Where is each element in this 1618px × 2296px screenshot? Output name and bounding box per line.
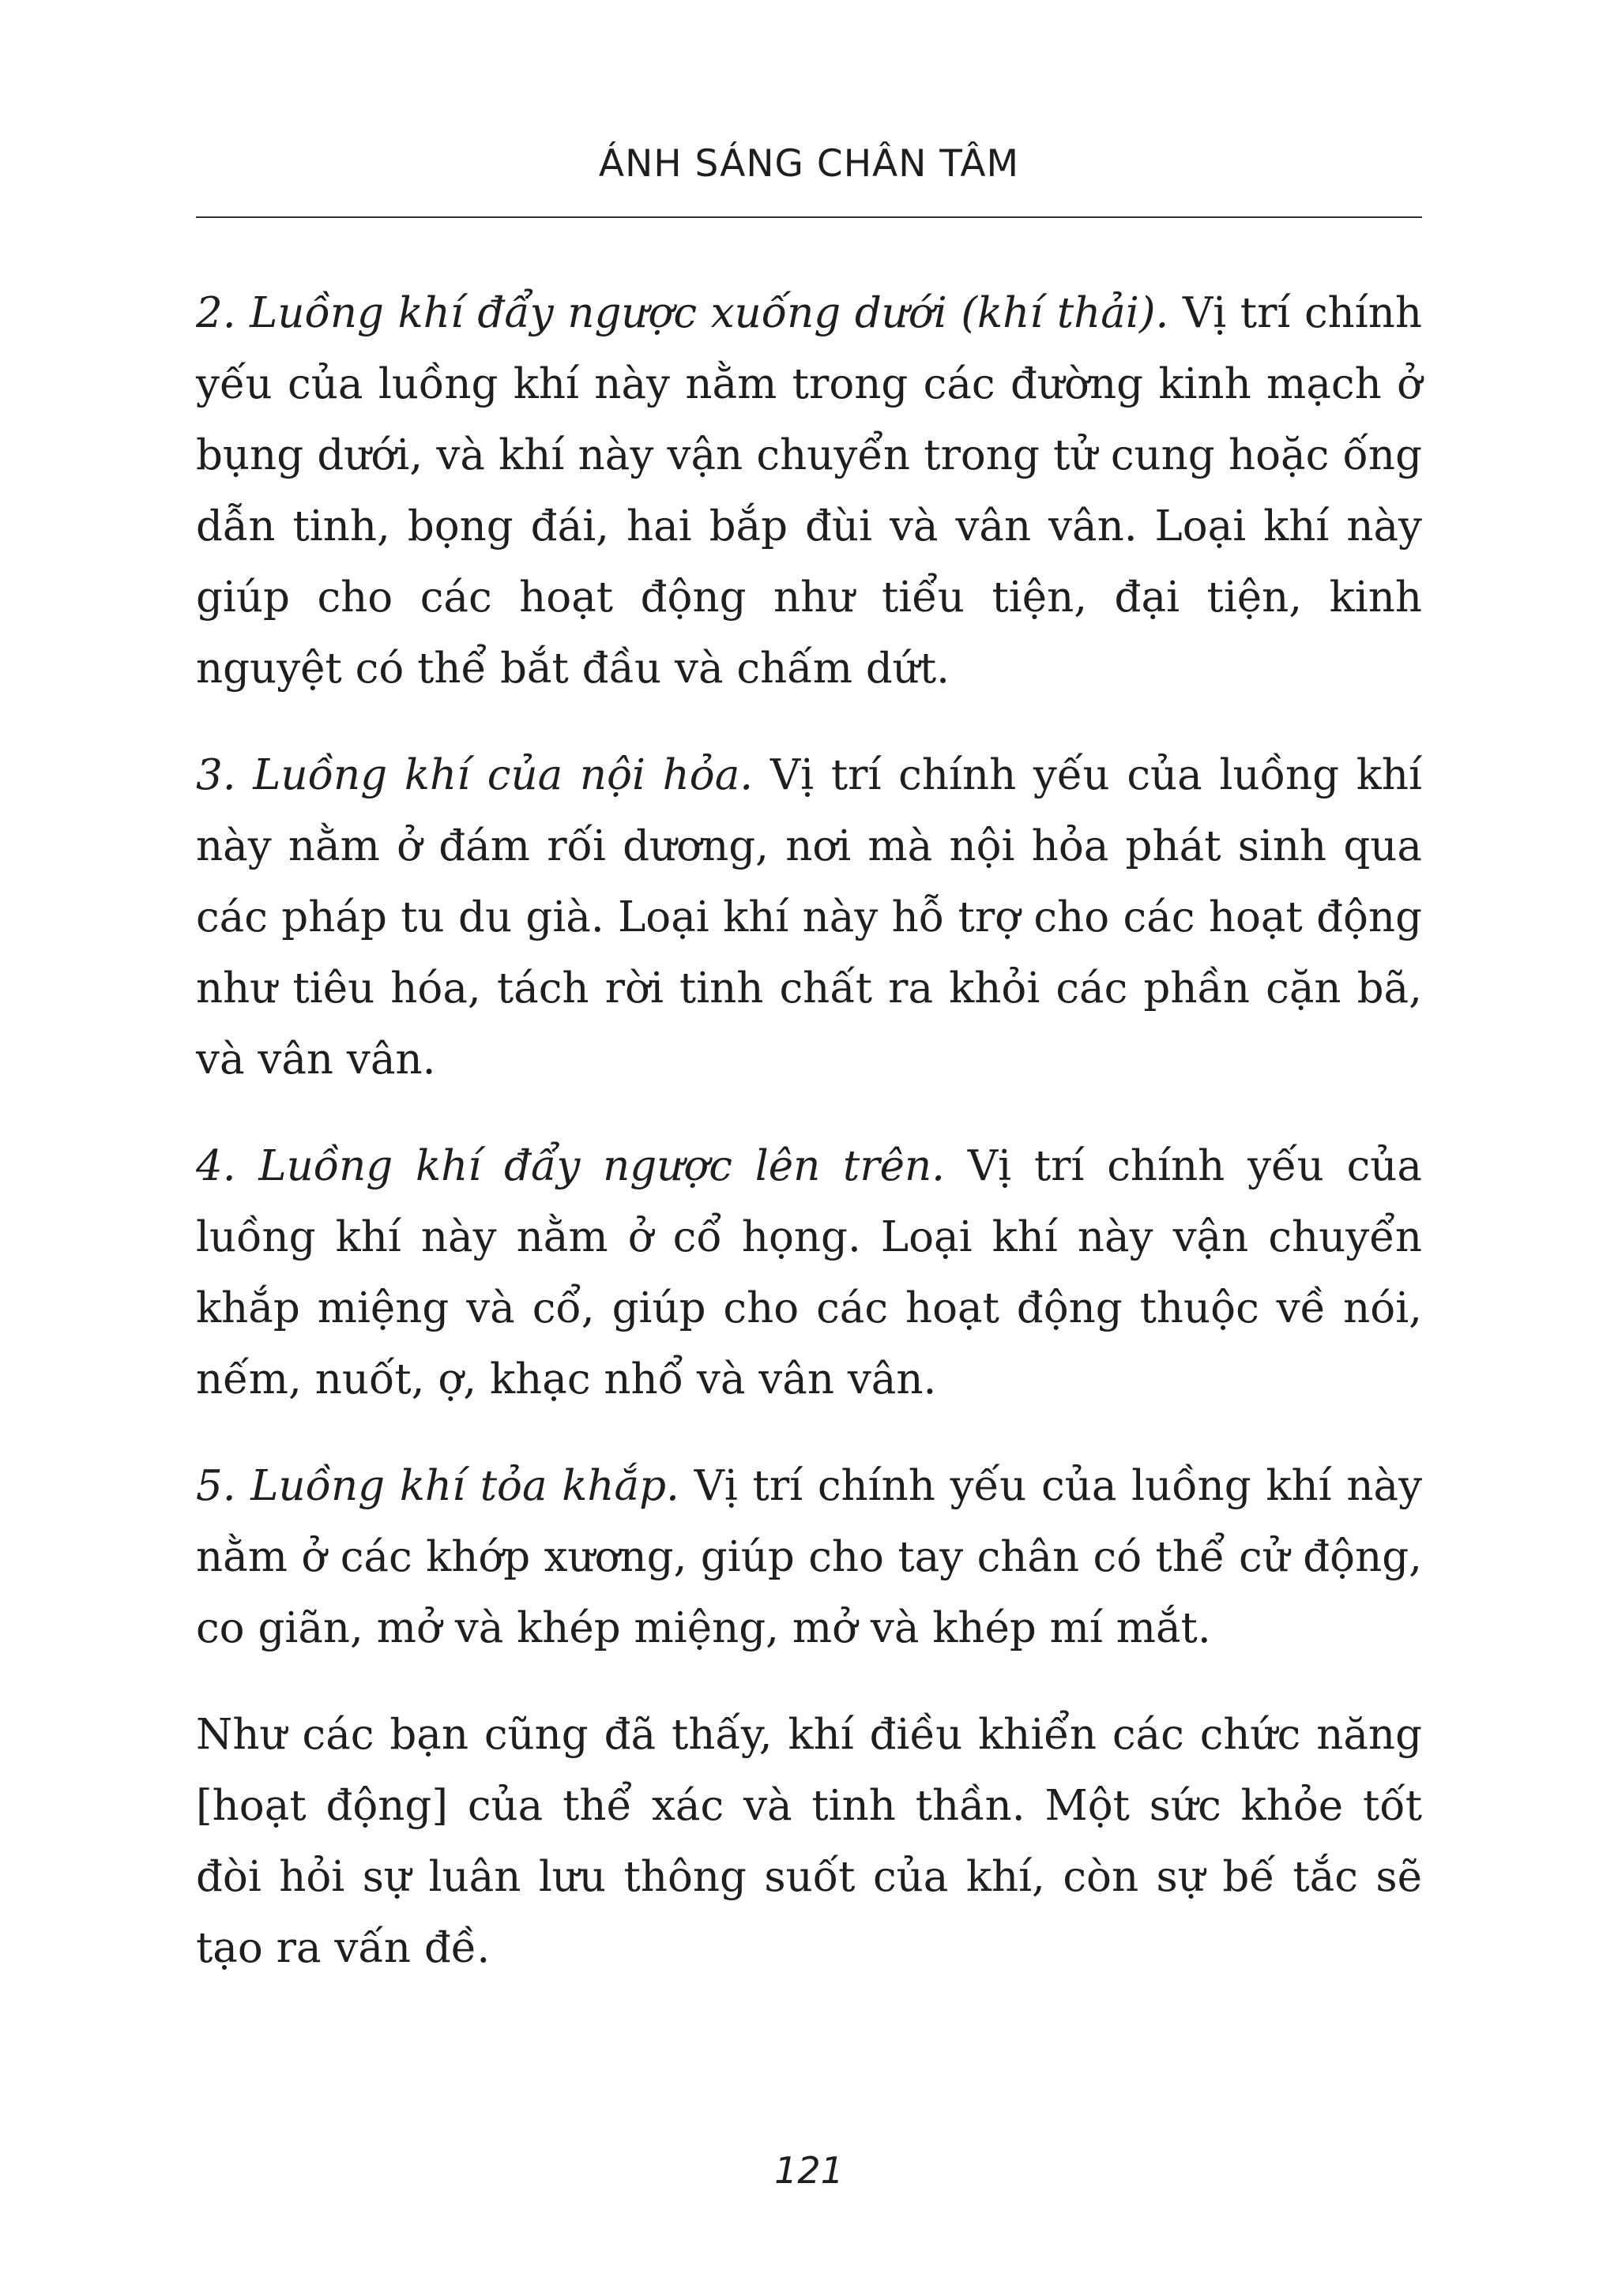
paragraph-2-heading: 2. Luồng khí đẩy ngược xuống dưới (khí thải). [196,289,1169,337]
paragraph-5-heading: 5. Luồng khí tỏa khắp. [196,1462,679,1510]
paragraph-3-text: Vị trí chính yếu của luồng khí này nằm ở đám rối dương, nơi mà nội hỏa phát sinh qua các pháp tu du già. Loại khí này hỗ trợ cho các hoạt động như tiêu hóa, tách rời tinh chất ra khỏi các phần cặn bã, và vân vân. [196,751,1423,1084]
paragraph-4-heading: 4. Luồng khí đẩy ngược lên trên. [196,1142,946,1190]
paragraph-3 [196,740,1422,1095]
paragraph-5-text: Vị trí chính yếu của luồng khí này nằm ở các khớp xương, giúp cho tay chân có thể cử động, co giãn, mở và khép miệng, mở và khép mí mắt. [196,1462,1423,1652]
page-number: 121 [774,2149,844,2192]
paragraph-4 [196,1131,1422,1415]
body-text [196,278,1422,2020]
paragraph-4-text: Vị trí chính yếu của luồng khí này nằm ở cổ họng. Loại khí này vận chuyển khắp miệng và cổ, giúp cho các hoạt động thuộc về nói, nếm, nuốt, ợ, khạc nhổ và vân vân. [196,1142,1423,1404]
paragraph-5 [196,1451,1422,1664]
paragraph-2-text: Vị trí chính yếu của luồng khí này nằm trong các đường kinh mạch ở bụng dưới, và khí này vận chuyển trong tử cung hoặc ống dẫn tinh, bọng đái, hai bắp đùi và vân vân. Loại khí này giúp cho các hoạt động như tiểu tiện, đại tiện, kinh nguyệt có thể bắt đầu và chấm dứt. [196,289,1422,693]
paragraph-3-heading: 3. Luồng khí của nội hỏa. [196,751,754,799]
running-header: ÁNH SÁNG CHÂN TÂM [598,142,1020,186]
paragraph-summary-text: Như các bạn cũng đã thấy, khí điều khiển các chức năng [hoạt động] của thể xác và tinh thần. Một sức khỏe tốt đòi hỏi sự luân lưu thông suốt của khí, còn sự bế tắc sẽ tạo ra vấn đề. [196,1711,1422,1972]
paragraph-2 [196,278,1422,705]
header-rule [196,216,1422,218]
paragraph-summary [196,1700,1422,1984]
